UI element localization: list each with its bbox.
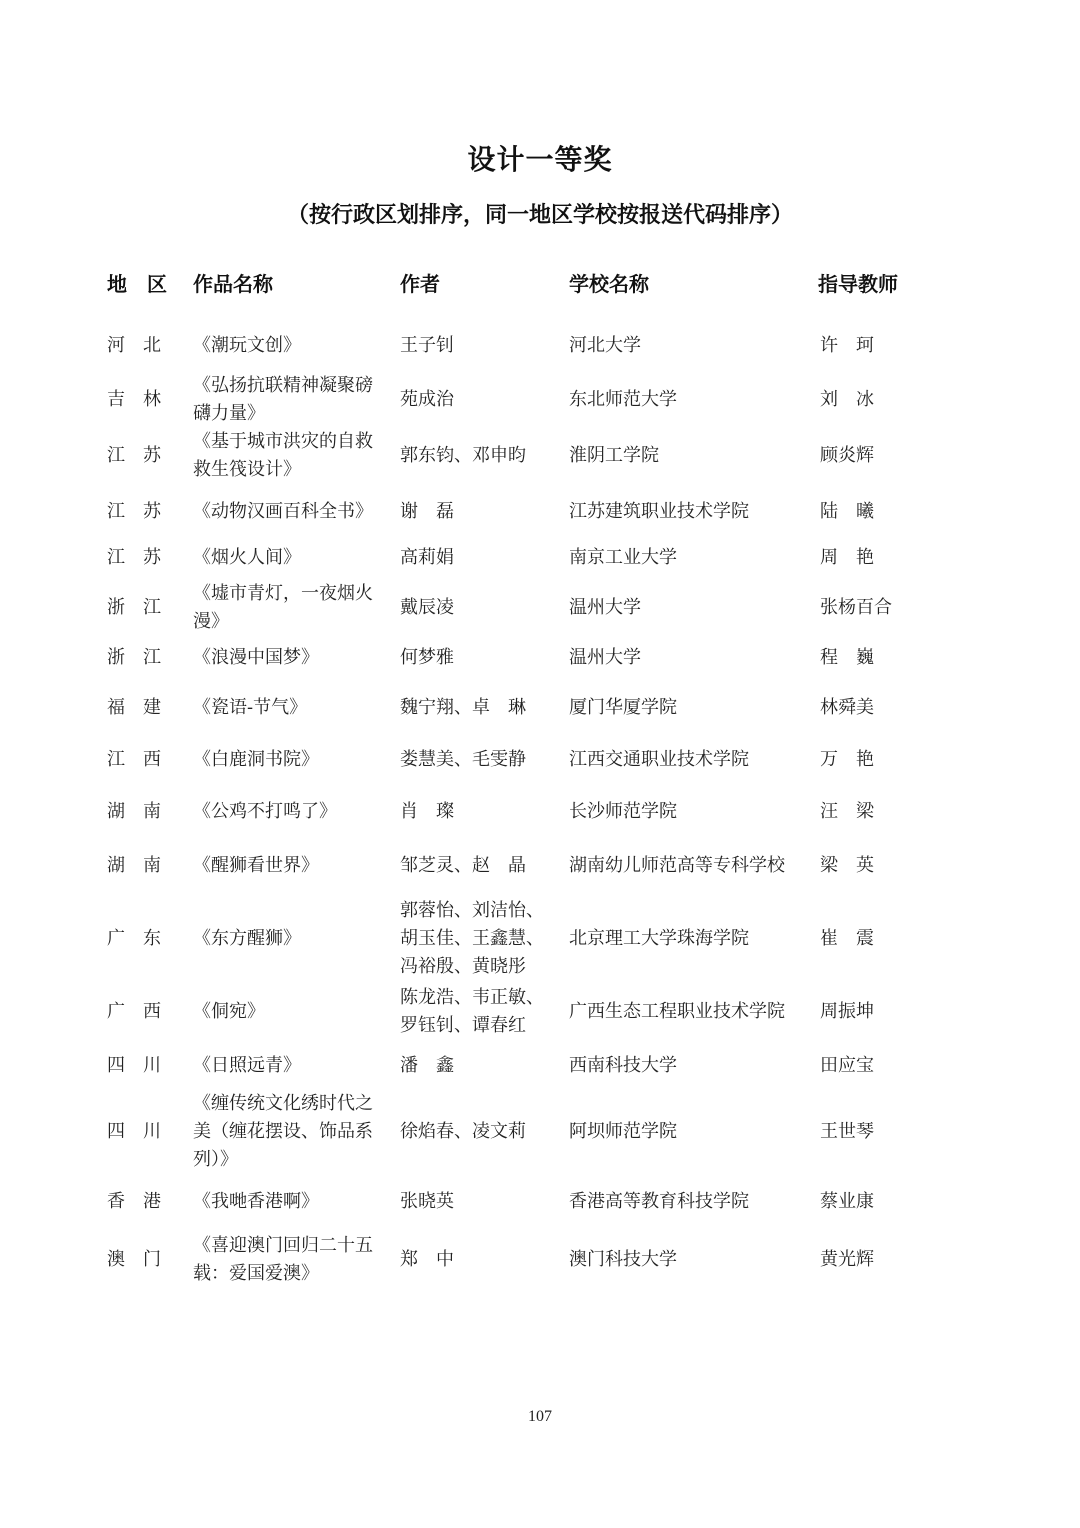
cell-school: 湖南幼儿师范高等专科学校: [569, 855, 785, 876]
cell-author: 苑成治: [400, 389, 454, 410]
table-row: [107, 794, 927, 830]
header-school: 学校名称: [569, 272, 649, 296]
table-row: [107, 896, 927, 982]
cell-author: 肖 璨: [400, 801, 454, 822]
table-row: [107, 690, 927, 726]
cell-school: 江西交通职业技术学院: [569, 749, 749, 770]
cell-school: 江苏建筑职业技术学院: [569, 501, 749, 522]
cell-teacher: 万 艳: [820, 749, 874, 770]
table-row: [107, 640, 927, 676]
header-author: 作者: [400, 272, 440, 296]
cell-teacher: 黄光辉: [820, 1249, 874, 1270]
table-row: [107, 838, 927, 894]
cell-school: 澳门科技大学: [569, 1249, 677, 1270]
cell-author: 郑 中: [400, 1249, 454, 1270]
cell-work: 《白鹿洞书院》: [193, 749, 319, 770]
cell-region: 浙 江: [107, 647, 161, 668]
cell-author: 谢 磊: [400, 501, 454, 522]
cell-work: 《公鸡不打鸣了》: [193, 801, 337, 822]
table-row: [107, 428, 927, 484]
cell-school: 温州大学: [569, 647, 641, 668]
cell-teacher: 林舜美: [820, 697, 874, 718]
cell-region: 广 西: [107, 1001, 161, 1022]
cell-work: 《弘扬抗联精神凝聚磅礴力量》: [193, 375, 373, 424]
table-row: [107, 580, 927, 636]
cell-teacher: 许 珂: [820, 335, 874, 356]
table-row: [107, 372, 927, 428]
table-row: [107, 742, 927, 778]
cell-school: 广西生态工程职业技术学院: [569, 1001, 785, 1022]
cell-author: 郭蓉怡、刘洁怡、胡玉佳、王鑫慧、冯裕殷、黄晓彤: [400, 900, 544, 977]
cell-work: 《侗宛》: [193, 1001, 265, 1022]
cell-school: 南京工业大学: [569, 547, 677, 568]
cell-school: 温州大学: [569, 597, 641, 618]
page-subtitle: （按行政区划排序，同一地区学校按报送代码排序）: [286, 203, 793, 228]
cell-work: 《瓷语-节气》: [193, 697, 308, 718]
cell-region: 广 东: [107, 928, 161, 949]
cell-region: 吉 林: [107, 389, 161, 410]
cell-region: 江 苏: [107, 445, 161, 466]
cell-teacher: 汪 梁: [820, 801, 874, 822]
cell-author: 邹芝灵、赵 晶: [400, 855, 526, 876]
cell-region: 四 川: [107, 1121, 161, 1142]
cell-work: 《墟市青灯，一夜烟火漫》: [193, 583, 373, 632]
cell-school: 长沙师范学院: [569, 801, 677, 822]
cell-work: 《浪漫中国梦》: [193, 647, 319, 668]
header-region: 地 区: [107, 272, 167, 296]
awards-table: [107, 268, 927, 1284]
cell-author: 徐焰春、凌文莉: [400, 1121, 526, 1142]
cell-teacher: 刘 冰: [820, 389, 874, 410]
cell-region: 江 苏: [107, 547, 161, 568]
cell-work: 《缠传统文化绣时代之美（缠花摆设、饰品系列）》: [193, 1093, 373, 1170]
cell-school: 东北师范大学: [569, 389, 677, 410]
cell-author: 何梦雅: [400, 647, 454, 668]
cell-teacher: 王世琴: [820, 1121, 874, 1142]
cell-teacher: 蔡业康: [820, 1191, 874, 1212]
cell-work: 《醒狮看世界》: [193, 855, 319, 876]
table-row: [107, 1232, 927, 1288]
table-row: [107, 1090, 927, 1174]
cell-school: 北京理工大学珠海学院: [569, 928, 749, 949]
cell-work: 《基于城市洪灾的自救救生筏设计》: [193, 431, 373, 480]
cell-work: 《东方醒狮》: [193, 928, 301, 949]
cell-author: 郭东钧、邓申昀: [400, 445, 526, 466]
cell-region: 江 苏: [107, 501, 161, 522]
cell-author: 张晓英: [400, 1191, 454, 1212]
table-row: [107, 484, 927, 540]
cell-school: 香港高等教育科技学院: [569, 1191, 749, 1212]
cell-school: 厦门华厦学院: [569, 697, 677, 718]
cell-work: 《喜迎澳门回归二十五载：爱国爱澳》: [193, 1235, 373, 1284]
cell-teacher: 顾炎辉: [820, 445, 874, 466]
page-title: 设计一等奖: [467, 143, 613, 176]
cell-region: 浙 江: [107, 597, 161, 618]
cell-author: 潘 鑫: [400, 1055, 454, 1076]
cell-region: 河 北: [107, 335, 161, 356]
cell-teacher: 周 艳: [820, 547, 874, 568]
table-header: [107, 268, 927, 302]
cell-school: 阿坝师范学院: [569, 1121, 677, 1142]
cell-region: 江 西: [107, 749, 161, 770]
cell-teacher: 周振坤: [820, 1001, 874, 1022]
cell-author: 魏宁翔、卓 琳: [400, 697, 526, 718]
cell-author: 陈龙浩、韦正敏、罗钰钊、谭春红: [400, 987, 544, 1036]
cell-region: 香 港: [107, 1191, 161, 1212]
table-row: [107, 330, 927, 362]
cell-teacher: 崔 震: [820, 928, 874, 949]
table-row: [107, 984, 927, 1040]
table-row: [107, 1048, 927, 1084]
cell-work: 《我哋香港啊》: [193, 1191, 319, 1212]
cell-school: 河北大学: [569, 335, 641, 356]
cell-teacher: 陆 曦: [820, 501, 874, 522]
page-number: 107: [528, 1408, 552, 1425]
header-teacher: 指导教师: [818, 272, 898, 296]
cell-work: 《日照远青》: [193, 1055, 301, 1076]
cell-work: 《动物汉画百科全书》: [193, 501, 373, 522]
header-work: 作品名称: [193, 272, 273, 296]
cell-teacher: 程 巍: [820, 647, 874, 668]
cell-author: 王子钊: [400, 335, 454, 356]
cell-region: 澳 门: [107, 1249, 161, 1270]
cell-region: 福 建: [107, 697, 161, 718]
cell-region: 四 川: [107, 1055, 161, 1076]
cell-region: 湖 南: [107, 855, 161, 876]
table-row: [107, 540, 927, 576]
cell-author: 娄慧美、毛雯静: [400, 749, 526, 770]
cell-author: 戴辰凌: [400, 597, 454, 618]
cell-school: 西南科技大学: [569, 1055, 677, 1076]
cell-school: 淮阴工学院: [569, 445, 659, 466]
cell-region: 湖 南: [107, 801, 161, 822]
table-row: [107, 1184, 927, 1220]
cell-work: 《烟火人间》: [193, 547, 301, 568]
cell-teacher: 梁 英: [820, 855, 874, 876]
cell-author: 高莉娟: [400, 547, 454, 568]
cell-teacher: 田应宝: [820, 1055, 874, 1076]
cell-teacher: 张杨百合: [820, 597, 892, 618]
cell-work: 《潮玩文创》: [193, 335, 301, 356]
